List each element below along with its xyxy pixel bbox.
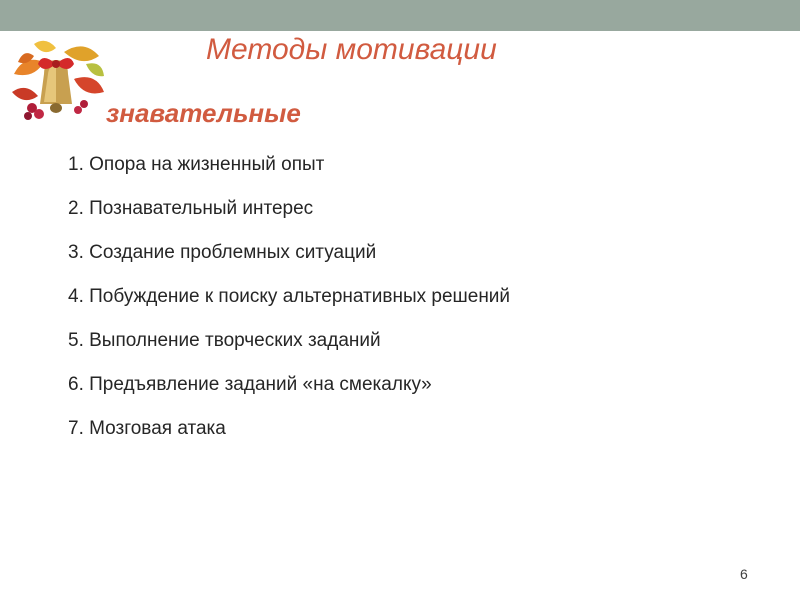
list-item: 4. Побуждение к поиску альтернативных решений <box>68 286 511 307</box>
list-item: 1. Опора на жизненный опыт <box>68 154 325 175</box>
autumn-leaves-bell-icon <box>4 34 110 126</box>
list-item: 5. Выполнение творческих заданий <box>68 330 381 351</box>
page-number: 6 <box>740 566 748 582</box>
methods-list <box>68 150 510 458</box>
list-item: 6. Предъявление заданий «на смекалку» <box>68 374 432 395</box>
list-item: 3. Создание проблемных ситуаций <box>68 242 377 263</box>
slide-title: Методы мотивации <box>206 33 497 66</box>
list-item: 2. Познавательный интерес <box>68 198 314 219</box>
top-bar <box>0 0 800 31</box>
slide-subtitle: знавательные <box>106 98 301 128</box>
list-item: 7. Мозговая атака <box>68 418 226 439</box>
